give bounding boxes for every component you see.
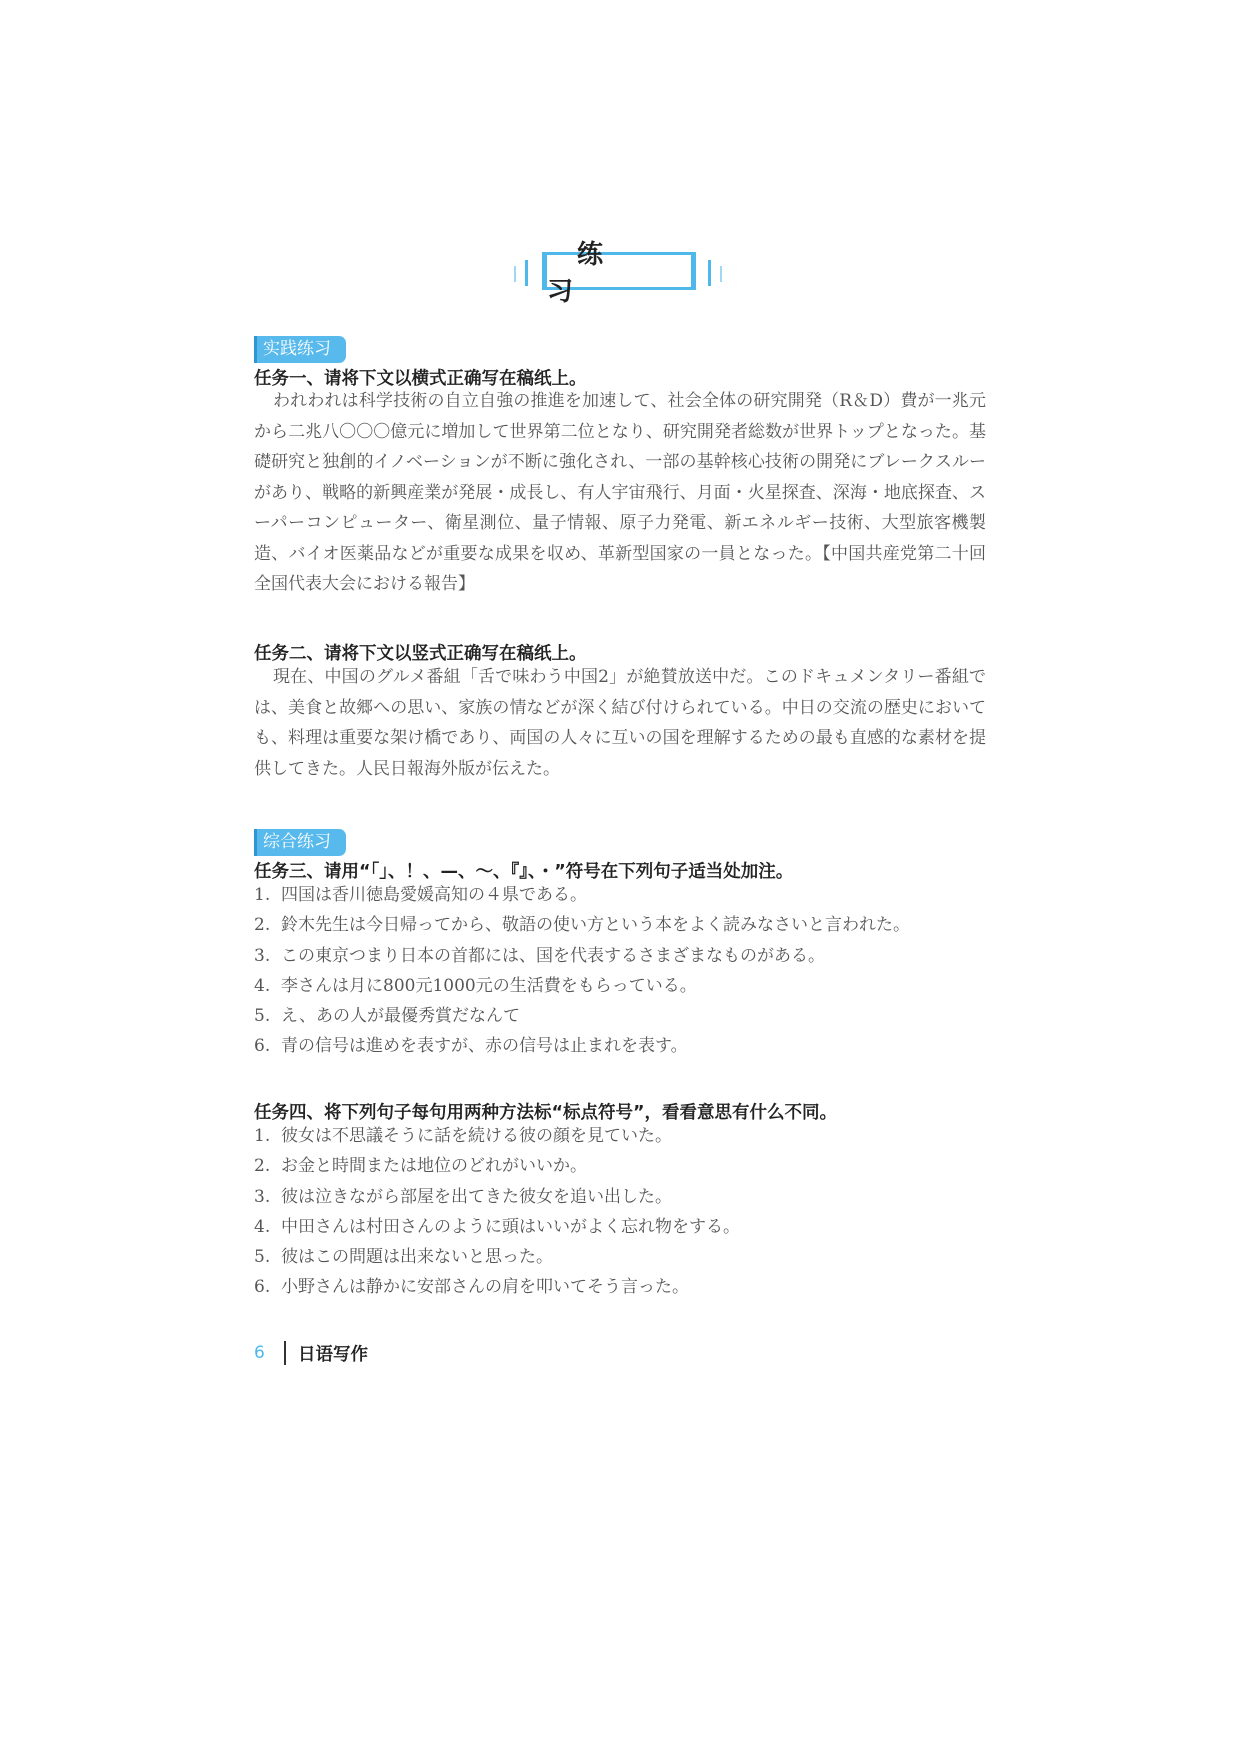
task4-list: [254, 1121, 740, 1303]
title-deco-bar: [708, 260, 711, 286]
book-title: 日语写作: [298, 1344, 368, 1365]
item-text: え、あの人が最優秀賞だなんて: [281, 1006, 521, 1027]
task4-heading: 任务四、将下列句子每句用两种方法标“标点符号”，看看意思有什么不同。: [254, 1103, 838, 1123]
section-label-comprehensive: 综合练习: [254, 829, 346, 856]
list-item: [254, 880, 910, 910]
item-number: 1.: [254, 1126, 271, 1146]
list-item: [254, 1001, 910, 1031]
item-text: 小野さんは静かに安部さんの肩を叩いてそう言った。: [281, 1277, 689, 1298]
item-number: 5.: [254, 1006, 271, 1027]
item-number: 1.: [254, 885, 271, 905]
task2-text: 現在、中国のグルメ番組「舌で味わう中国2」が絶賛放送中だ。このドキュメンタリー番組では、美食と故郷への思い、家族の情などが深く結び付けられている。中日の交流の歴史においても、料理は重要な架け橋であり、両国の人々に互いの国を理解するための最も直感的な素材を提供してきた。人民日報海外版が伝えた。: [254, 667, 986, 779]
item-text: 李さんは月に800元1000元の生活費をもらっている。: [281, 975, 697, 996]
list-item: [254, 910, 910, 940]
list-item: [254, 1121, 740, 1151]
list-item: [254, 1182, 740, 1212]
item-number: 3.: [254, 1186, 271, 1207]
list-item: [254, 1151, 740, 1181]
page-title: 练 习: [547, 240, 690, 307]
list-item: [254, 1242, 740, 1272]
task3-list: [254, 880, 910, 1062]
item-text: お金と時間または地位のどれがいいか。: [281, 1156, 587, 1177]
item-number: 6.: [254, 1036, 271, 1057]
title-deco-bar: [514, 266, 516, 282]
item-number: 5.: [254, 1247, 271, 1268]
section-label-practice: 实践练习: [254, 336, 346, 363]
item-text: 彼はこの問題は出来ないと思った。: [281, 1247, 553, 1268]
item-number: 6.: [254, 1277, 271, 1298]
page-footer: [254, 1340, 368, 1366]
item-text: 四国は香川徳島愛媛高知の４県である。: [281, 885, 587, 905]
footer-divider: [284, 1341, 286, 1365]
item-text: 鈴木先生は今日帰ってから、敬語の使い方という本をよく読みなさいと言われた。: [281, 915, 910, 936]
task3-heading: 任务三、请用“「」、！、—、～、『』、・”符号在下列句子适当处加注。: [254, 862, 794, 882]
list-item: [254, 1272, 740, 1302]
list-item: [254, 971, 910, 1001]
item-text: 彼は泣きながら部屋を出てきた彼女を追い出した。: [281, 1186, 672, 1207]
item-text: 彼女は不思議そうに話を続ける彼の顔を見ていた。: [281, 1126, 672, 1146]
item-text: 青の信号は進めを表すが、赤の信号は止まれを表す。: [281, 1036, 688, 1057]
item-number: 4.: [254, 975, 271, 996]
item-text: 中田さんは村田さんのように頭はいいがよく忘れ物をする。: [281, 1216, 740, 1237]
task1-text: われわれは科学技術の自立自強の推進を加速して、社会全体の研究開発（R＆D）費が一兆元から二兆八〇〇〇億元に増加して世界第二位となり、研究開発者総数が世界トップとなった。基礎研究と独創的イノベーションが不断に強化され、一部の基幹核心技術の開発にブレークスルーがあり、戦略的新興産業が発展・成長し、有人宇宙飛行、月面・火星探査、深海・地底探査、スーパーコンピューター、衛星測位、量子情報、原子力発電、新エネルギー技術、大型旅客機製造、バイオ医薬品などが重要な成果を収め、革新型国家の一員となった。【中国共産党第二十回全国代表大会における報告】: [254, 391, 986, 594]
page-number: 6: [254, 1343, 265, 1363]
item-number: 2.: [254, 1156, 271, 1177]
item-text: この東京つまり日本の首都には、国を代表するさまざまなものがある。: [281, 945, 825, 966]
list-item: [254, 1031, 910, 1061]
title-deco-bar: [525, 260, 528, 286]
title-banner: [510, 240, 724, 307]
task1-heading: 任务一、请将下文以横式正确写在稿纸上。: [254, 369, 587, 389]
list-item: [254, 1212, 740, 1242]
item-number: 3.: [254, 945, 271, 966]
item-number: 2.: [254, 915, 271, 936]
list-item: [254, 941, 910, 971]
item-number: 4.: [254, 1216, 271, 1237]
title-deco-bar: [720, 266, 722, 282]
task2-heading: 任务二、请将下文以竖式正确写在稿纸上。: [254, 644, 587, 664]
title-frame: [542, 240, 696, 307]
